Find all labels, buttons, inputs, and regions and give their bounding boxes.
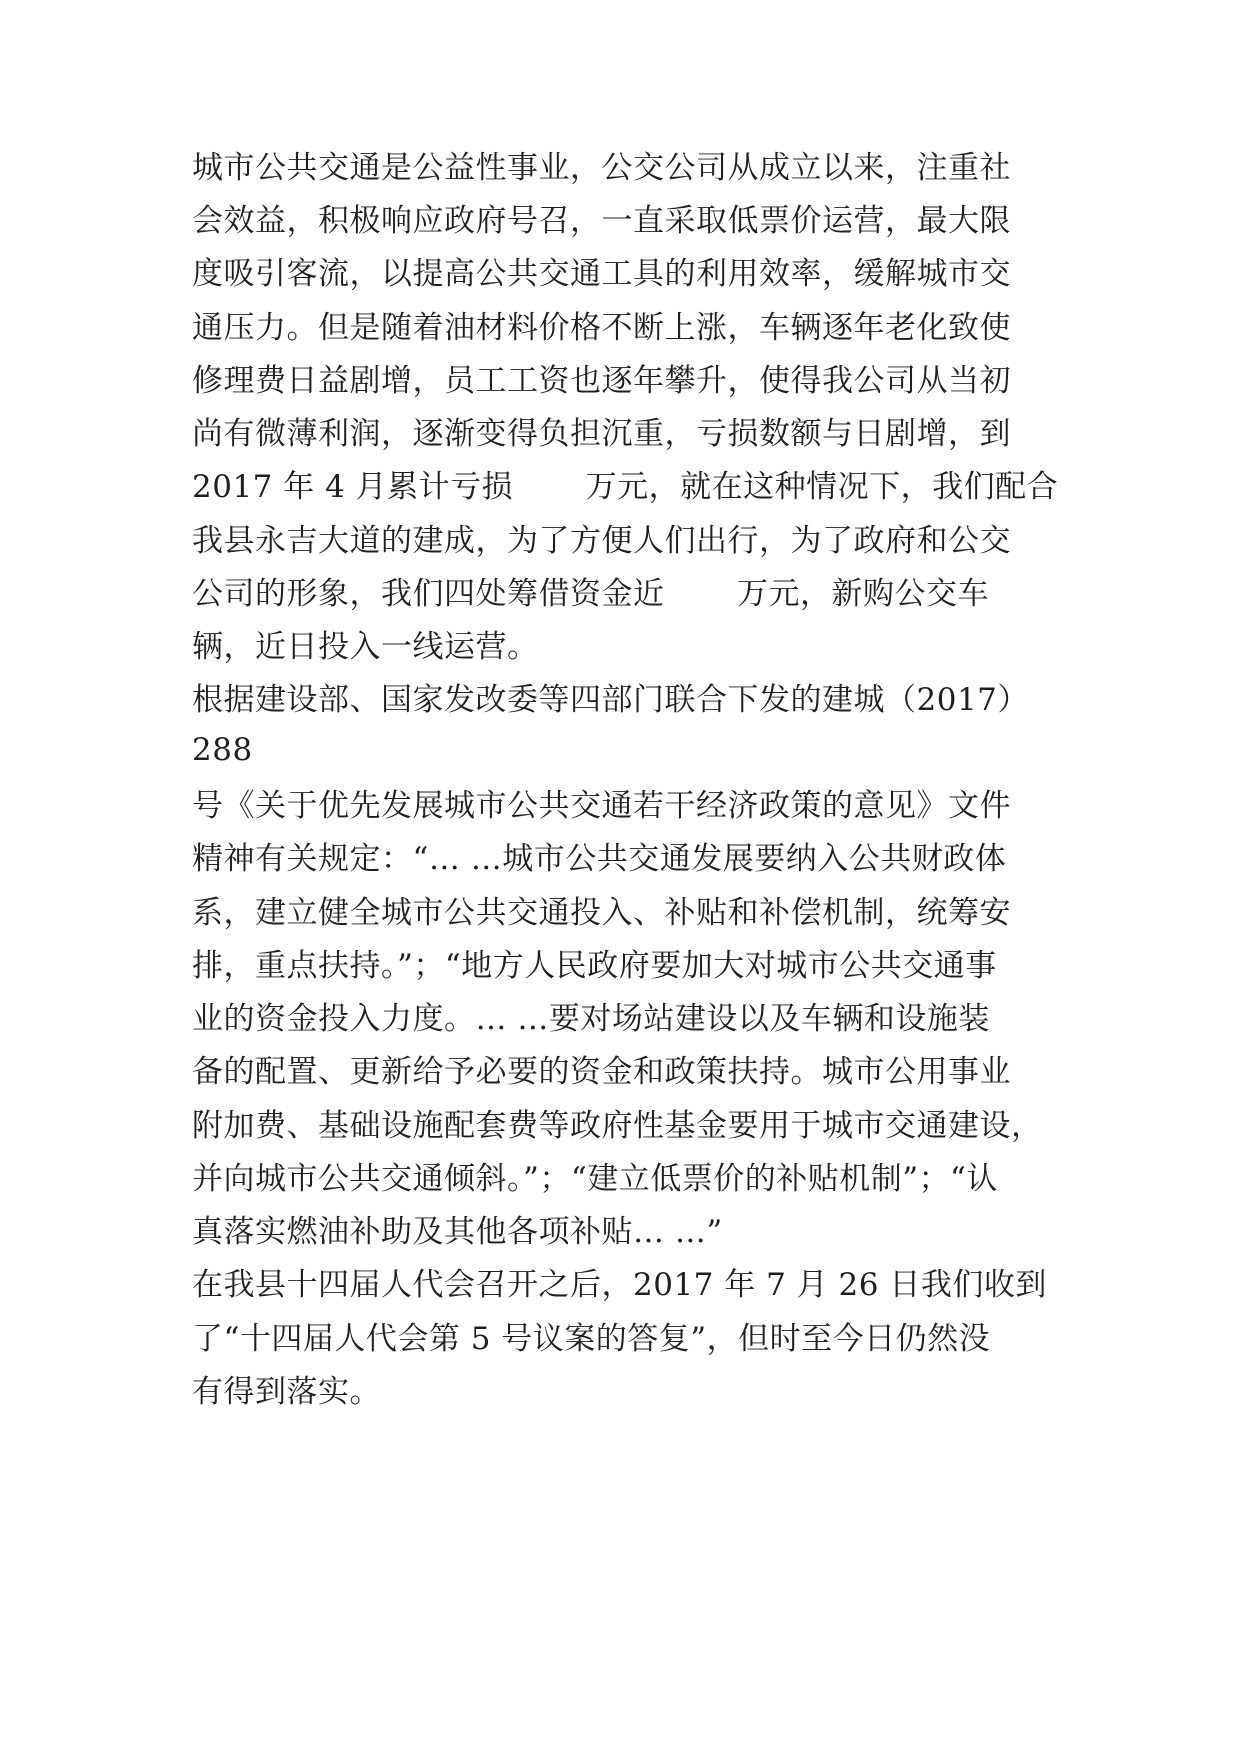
paragraph-1-line-7: 2017 年 4 月累计亏损 万元，就在这种情况下，我们配合 bbox=[192, 469, 1059, 505]
paragraph-3-line-1: 号《关于优先发展城市公共交通若干经济政策的意见》文件 bbox=[192, 788, 1011, 824]
paragraph-3-line-2: 精神有关规定：“… …城市公共交通发展要纳入公共财政体 bbox=[192, 841, 1007, 877]
paragraph-3-line-9: 真落实燃油补助及其他各项补贴… …” bbox=[192, 1214, 723, 1250]
paragraph-1-line-6: 尚有微薄利润，逐渐变得负担沉重，亏损数额与日剧增，到 bbox=[192, 416, 1011, 452]
paragraph-1-line-2: 会效益，积极响应政府号召，一直采取低票价运营，最大限 bbox=[192, 203, 1011, 239]
paragraph-1-line-8: 我县永吉大道的建成，为了方便人们出行，为了政府和公交 bbox=[192, 523, 1011, 559]
paragraph-2-line-1: 根据建设部、国家发改委等四部门联合下发的建城（2017） bbox=[192, 682, 1029, 718]
paragraph-1-line-1: 城市公共交通是公益性事业，公交公司从成立以来，注重社 bbox=[192, 150, 1011, 186]
paragraph-4-line-2: 了“十四届人代会第 5 号议案的答复”，但时至今日仍然没 bbox=[192, 1321, 991, 1357]
paragraph-1-line-4: 通压力。但是随着油材料价格不断上涨，车辆逐年老化致使 bbox=[192, 310, 1011, 346]
paragraph-1-line-5: 修理费日益剧增，员工工资也逐年攀升，使得我公司从当初 bbox=[192, 363, 1011, 399]
paragraph-4-line-3: 有得到落实。 bbox=[192, 1374, 381, 1410]
paragraph-2-line-2: 288 bbox=[192, 732, 253, 768]
paragraph-3-line-6: 备的配置、更新给予必要的资金和政策扶持。城市公用事业 bbox=[192, 1054, 1011, 1090]
paragraph-1-line-10: 辆，近日投入一线运营。 bbox=[192, 629, 539, 665]
paragraph-1-line-3: 度吸引客流，以提高公共交通工具的利用效率，缓解城市交 bbox=[192, 256, 1011, 292]
paragraph-3-line-5: 业的资金投入力度。… …要对场站建设以及车辆和设施装 bbox=[192, 1001, 990, 1037]
paragraph-3-line-8: 并向城市公共交通倾斜。”；“建立低票价的补贴机制”；“认 bbox=[192, 1161, 998, 1197]
paragraph-4-line-1: 在我县十四届人代会召开之后，2017 年 7 月 26 日我们收到 bbox=[192, 1267, 1047, 1303]
paragraph-3-line-7: 附加费、基础设施配套费等政府性基金要用于城市交通建设， bbox=[192, 1108, 1043, 1144]
paragraph-3-line-4: 排，重点扶持。”；“地方人民政府要加大对城市公共交通事 bbox=[192, 948, 997, 984]
paragraph-3-line-3: 系，建立健全城市公共交通投入、补贴和补偿机制，统筹安 bbox=[192, 895, 1011, 931]
paragraph-1-line-9: 公司的形象，我们四处筹借资金近 万元，新购公交车 bbox=[192, 576, 989, 612]
